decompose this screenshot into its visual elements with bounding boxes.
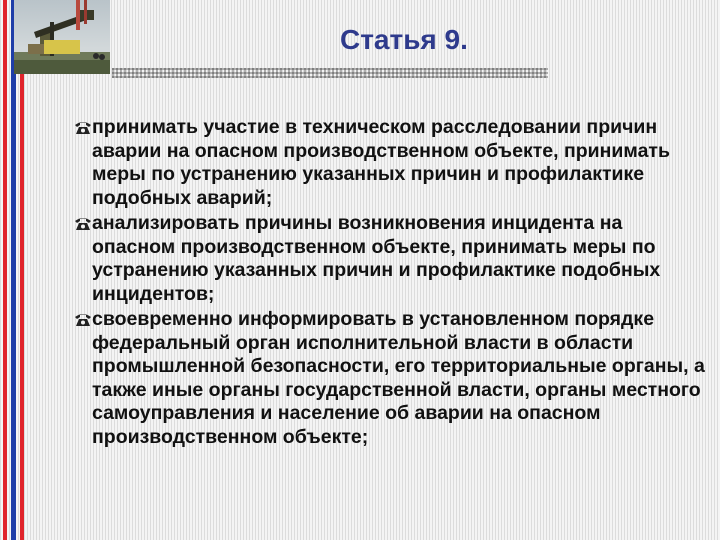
telephone-icon [74,119,92,135]
oil-pump-photo [14,0,110,74]
list-item-text: принимать участие в техническом расследовании причин аварии на опасном производственном объекте, принимать меры по устранению указанных причин и профилактике подобных аварий; [92,116,670,209]
left-red-stripe-2 [20,0,24,540]
telephone-icon [74,311,92,327]
list-item [58,308,708,449]
list-item [58,116,708,210]
list-item [58,212,708,306]
bullet-list [58,116,708,451]
telephone-icon [74,215,92,231]
left-blue-stripe [11,0,16,540]
list-item-text: своевременно информировать в установленном порядке федеральный орган исполнительной власти в области промышленной безопасности, его территориальные органы, а также иные органы государственной власти, органы местного самоуправления и население об аварии на опасном производственном объекте; [92,308,705,448]
list-item-text: анализировать причины возникновения инцидента на опасном производственном объекте, принимать меры по устранению указанных причин и профилактике подобных инцидентов; [92,212,661,305]
slide-title: Статья 9. [340,24,468,55]
left-red-stripe [3,0,7,540]
title-divider [112,68,548,78]
